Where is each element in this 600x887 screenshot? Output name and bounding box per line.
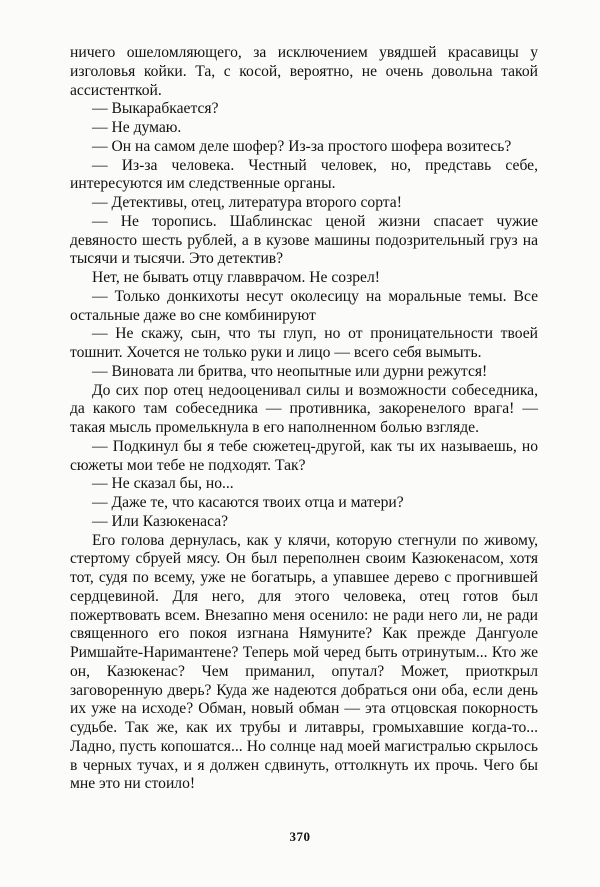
dialogue-line: — Или Казюкенаса? [92,512,229,530]
dialogue-line: — Детективы, отец, литература второго сорта! [92,194,402,211]
page-number: 370 [289,829,311,844]
dialogue-line: — Не скажу, сын, что ты глуп, но от проницательности твоей тошнит. Хочется не только руки и лицо — всего себя вымыть. [70,325,538,361]
paragraph: Его голова дернулась, как у клячи, которую стегнули по живому, стертому сбруей мясу. Он был переполнен своим Казюкенасом, хотя тот, судя по всему, уже не богатырь, а упавшее дерево с прогнившей сердцевиной. Для него, для этого человека, отец готов был пожертвовать всем. Внезапно меня осенило: не ради него ли, не ради священного его покоя изгнана Нямуните? Как прежде Дангуоле Римшайте-Наримантене? Теперь мой черед быть отринутым... Кто же он, Казюкенас? Чем приманил, опутал? Может, приоткрыл заговоренную дверь? Куда же надеются добраться они оба, если день их уже на исходе? Обман, новый обман — эта отцовская покорность судьбе. Так же, как их трубы и литавры, громыхавшие когда-то... Ладно, пусть копошатся... Но солнце над моей магистралью скрылось в черных тучах, и я должен сдвинуть, оттолкнуть их прочь. Чего бы мне это ни стоило! [70,531,538,793]
dialogue-line: — Из-за человека. Честный человек, но, представь себе, интересуются им следственные органы. [70,156,538,193]
page-body-text [70,44,538,794]
dialogue-line: — Он на самом деле шофер? Из-за простого шофера возитесь? [92,137,512,155]
dialogue-line: — Выкарабкается? [92,100,219,118]
dialogue-line: — Виновата ли бритва, что неопытные или дурни режутся! [92,362,488,380]
dialogue-line: — Даже те, что касаются твоих отца и матери? [92,494,404,511]
dialogue-line: — Не торопись. Шаблинскас ценой жизни спасает чужие девяносто шесть рублей, а в кузове машины подозрительный груз на тысячи и тысячи. Это детектив? [70,212,538,268]
dialogue-line: — Не думаю. [92,119,182,136]
dialogue-line: — Подкинул бы я тебе сюжетец-другой, как ты их называешь, но сюжеты мои тебе не подходят. Так? [70,437,538,474]
paragraph: До сих пор отец недооценивал силы и возможности собеседника, да какого там собеседника — противника, закоренелого врага! — такая мысль промелькнула в его наполненном болью взгляде. [70,381,538,436]
paragraph: Нет, не бывать отцу главврачом. Не созрел! [92,269,380,286]
dialogue-line: — Не сказал бы, но... [92,475,234,493]
paragraph-continuation: ничего ошеломляющего, за исключением увядшей красавицы у изголовья койки. Та, с косой, вероятно, не очень довольна такой ассистенткой. [70,44,538,99]
dialogue-line: — Только донкихоты несут околесицу на моральные темы. Все остальные даже во сне комбинируют [70,287,538,324]
